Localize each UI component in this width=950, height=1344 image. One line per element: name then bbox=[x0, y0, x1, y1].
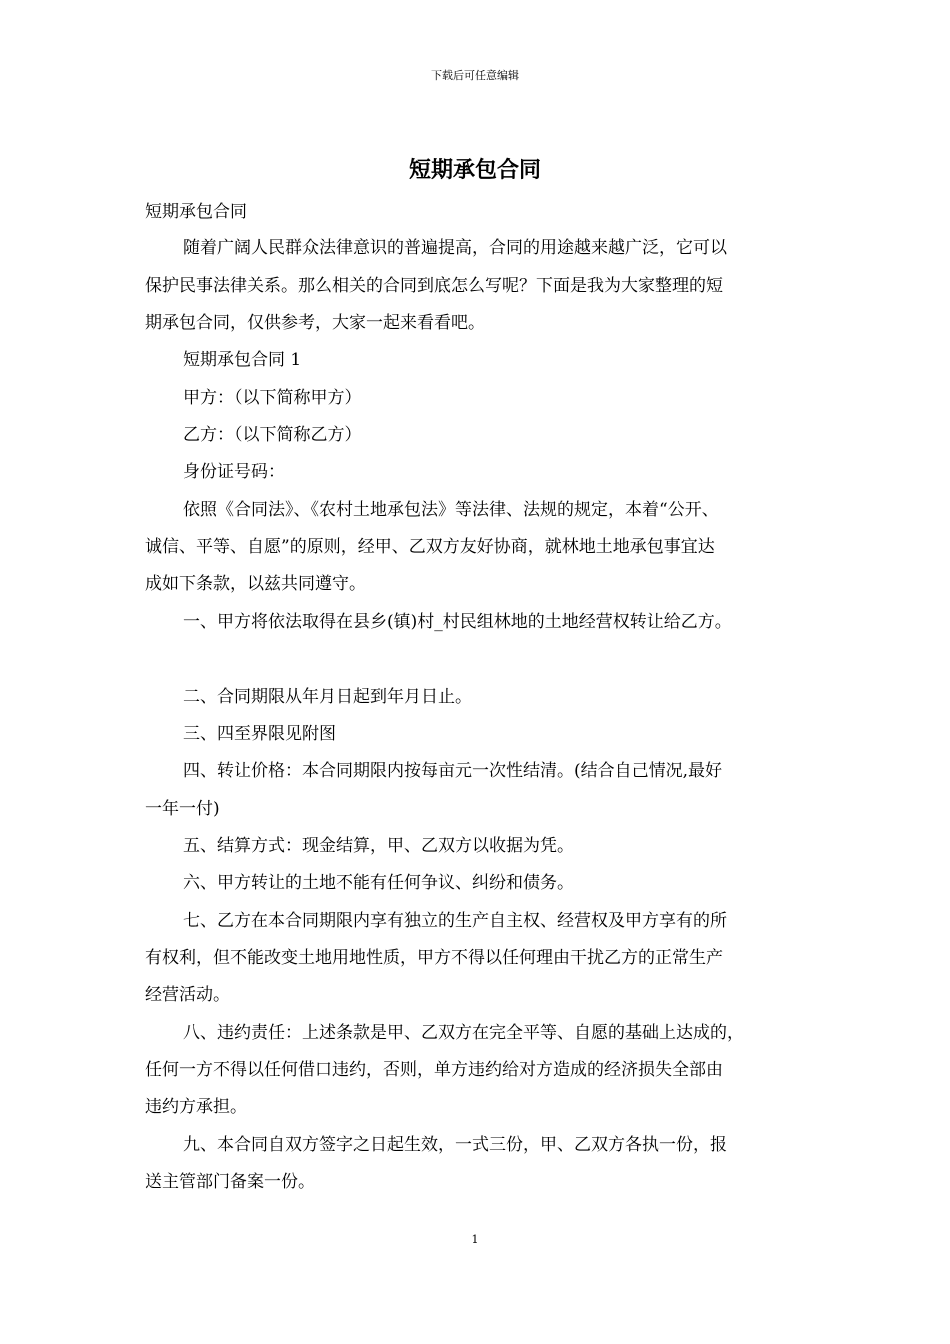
body-line: 一年一付) bbox=[145, 799, 220, 819]
body-line: 六、甲方转让的土地不能有任何争议、纠纷和债务。 bbox=[183, 873, 574, 893]
subtitle-line: 短期承包合同 bbox=[145, 202, 247, 222]
body-line: 依照《合同法》、《农村土地承包法》等法律、法规的规定，本着“公开、 bbox=[183, 500, 719, 520]
body-line: 九、本合同自双方签字之日起生效，一式三份，甲、乙双方各执一份，报 bbox=[183, 1135, 727, 1155]
body-line: 送主管部门备案一份。 bbox=[145, 1172, 315, 1192]
body-line: 四、转让价格：本合同期限内按每亩元一次性结清。(结合自己情况,最好 bbox=[183, 761, 723, 781]
body-line: 诚信、平等、自愿”的原则，经甲、乙双方友好协商，就林地土地承包事宜达 bbox=[145, 537, 715, 557]
body-line: 短期承包合同 1 bbox=[183, 350, 302, 370]
body-line: 一、甲方将依法取得在县乡(镇)村_村民组林地的土地经营权转让给乙方。 bbox=[183, 612, 732, 632]
body-line: 保护民事法律关系。那么相关的合同到底怎么写呢？下面是我为大家整理的短 bbox=[145, 276, 723, 296]
page-number: 1 bbox=[471, 1233, 479, 1246]
document-title: 短期承包合同 bbox=[408, 157, 541, 183]
body-line: 经营活动。 bbox=[145, 985, 230, 1005]
body-line: 七、乙方在本合同期限内享有独立的生产自主权、经营权及甲方享有的所 bbox=[183, 911, 727, 931]
body-line: 任何一方不得以任何借口违约，否则，单方违约给对方造成的经济损失全部由 bbox=[145, 1060, 723, 1080]
body-line: 二、合同期限从年月日起到年月日止。 bbox=[183, 687, 472, 707]
body-line: 甲方：（以下简称甲方） bbox=[183, 388, 362, 408]
body-line: 违约方承担。 bbox=[145, 1097, 247, 1117]
body-line: 成如下条款，以兹共同遵守。 bbox=[145, 574, 366, 594]
body-line: 随着广阔人民群众法律意识的普遍提高，合同的用途越来越广泛，它可以 bbox=[183, 238, 727, 258]
body-line: 乙方：（以下简称乙方） bbox=[183, 425, 362, 445]
body-line: 有权利，但不能改变土地用地性质，甲方不得以任何理由干扰乙方的正常生产 bbox=[145, 948, 723, 968]
body-line: 期承包合同，仅供参考，大家一起来看看吧。 bbox=[145, 313, 485, 333]
body-line: 八、违约责任：上述条款是甲、乙双方在完全平等、自愿的基础上达成的， bbox=[183, 1023, 744, 1043]
page-header: 下载后可任意编辑 bbox=[431, 69, 519, 82]
body-line: 身份证号码： bbox=[183, 462, 285, 482]
body-line: 三、四至界限见附图 bbox=[183, 724, 336, 744]
body-line: 五、结算方式：现金结算，甲、乙双方以收据为凭。 bbox=[183, 836, 574, 856]
